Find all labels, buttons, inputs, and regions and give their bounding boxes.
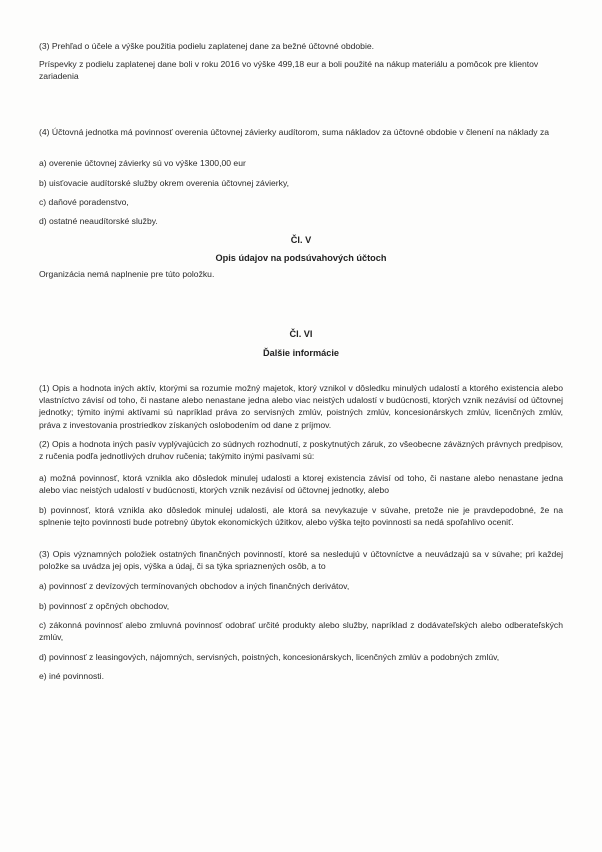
article-5-title: Opis údajov na podsúvahových účtoch (215, 253, 387, 263)
section-4-item-d: d) ostatné neaudítorské služby. (39, 216, 158, 226)
article-6-item-c: c) zákonná povinnosť alebo zmluvná povinnosť odobrať určité produkty alebo služby, napríklad z dodávateľských alebo odberateľských zmlúv, (39, 620, 563, 643)
article-5-number: Čl. V (290, 235, 312, 245)
section-4-item-c: c) daňové poradenstvo, (39, 197, 129, 207)
article-6-title: Ďalšie informácie (262, 348, 340, 358)
article-6-paragraph-1: (1) Opis a hodnota iných aktív, ktorými sa rozumie možný majetok, ktorý vznikol v dôsledku minulých udalostí a ktorého existencia alebo vlastníctvo závisí od toho, či nastane alebo nenastane jedna alebo viac neistých udalostí v budúcnosti, ktorých vznik nezávisí od účtovnej jednotky; týmito inými aktívami sú napríklad práva zo servisných zmlúv, poistných zmlúv, koncesionárskych zmlúv, licenčných zmlúv, práva z investovania prostriedkov získaných oslobodením od dane z príjmov. (39, 383, 563, 430)
article-6-item-a: a) povinnosť z devízových termínovaných obchodov a iných finančných derivátov, (39, 581, 350, 591)
section-4-item-a: a) overenie účtovnej závierky sú vo výške 1300,00 eur (39, 158, 246, 168)
article-6-item-b: b) povinnosť z opčných obchodov, (39, 601, 170, 611)
article-6-paragraph-2: (2) Opis a hodnota iných pasív vyplývajúcich zo súdnych rozhodnutí, z poskytnutých záruk, zo všeobecne záväzných právnych predpisov, z ručenia podľa jednotlivých druhov ručenia; takýmito inými pasívami sú: (39, 439, 563, 462)
article-5-text: Organizácia nemá naplnenie pre túto položku. (39, 269, 215, 279)
article-6-number: Čl. VI (289, 329, 313, 339)
article-6-paragraph-2b: b) povinnosť, ktorá vznikla ako dôsledok minulej udalosti, ale ktorá sa nevykazuje v súvahe, pretože nie je pravdepodobné, že na splnenie tejto povinnosti bude potrebný úbytok ekonomických úžitkov, alebo výška tejto povinnosti sa nedá spoľahlivo oceniť. (39, 505, 563, 528)
article-6-paragraph-2a: a) možná povinnosť, ktorá vznikla ako dôsledok minulej udalosti a ktorej existencia závisí od toho, či nastane alebo nenastane jedna alebo viac neistých udalostí v budúcnosti, ktorých vznik nezávisí od účtovnej jednotky, alebo (39, 473, 563, 496)
section-4-heading: (4) Účtovná jednotka má povinnosť overenia účtovnej závierky audítorom, suma nákladov za účtovné obdobie v členení na náklady za (39, 127, 550, 137)
section-4-item-b: b) uisťovacie audítorské služby okrem overenia účtovnej závierky, (39, 178, 290, 188)
article-6-item-e: e) iné povinnosti. (39, 671, 104, 681)
article-6-paragraph-3: (3) Opis významných položiek ostatných finančných povinností, ktoré sa nesledujú v účtovníctve a neuvádzajú sa v súvahe; pri každej položke sa uvádza jej opis, výška a údaj, či sa týka spriaznených osôb, a to (39, 549, 563, 572)
section-3-heading: (3) Prehľad o účele a výške použitia podielu zaplatenej dane za bežné účtovné obdobie. (39, 41, 375, 51)
section-3-text: Príspevky z podielu zaplatenej dane boli v roku 2016 vo výške 499,18 eur a boli použité na nákup materiálu a pomôcok pre klientov zariadenia (39, 59, 539, 82)
article-6-item-d: d) povinnosť z leasingových, nájomných, servisných, poistných, koncesionárskych, licenčných zmlúv a podobných zmlúv, (39, 652, 500, 662)
